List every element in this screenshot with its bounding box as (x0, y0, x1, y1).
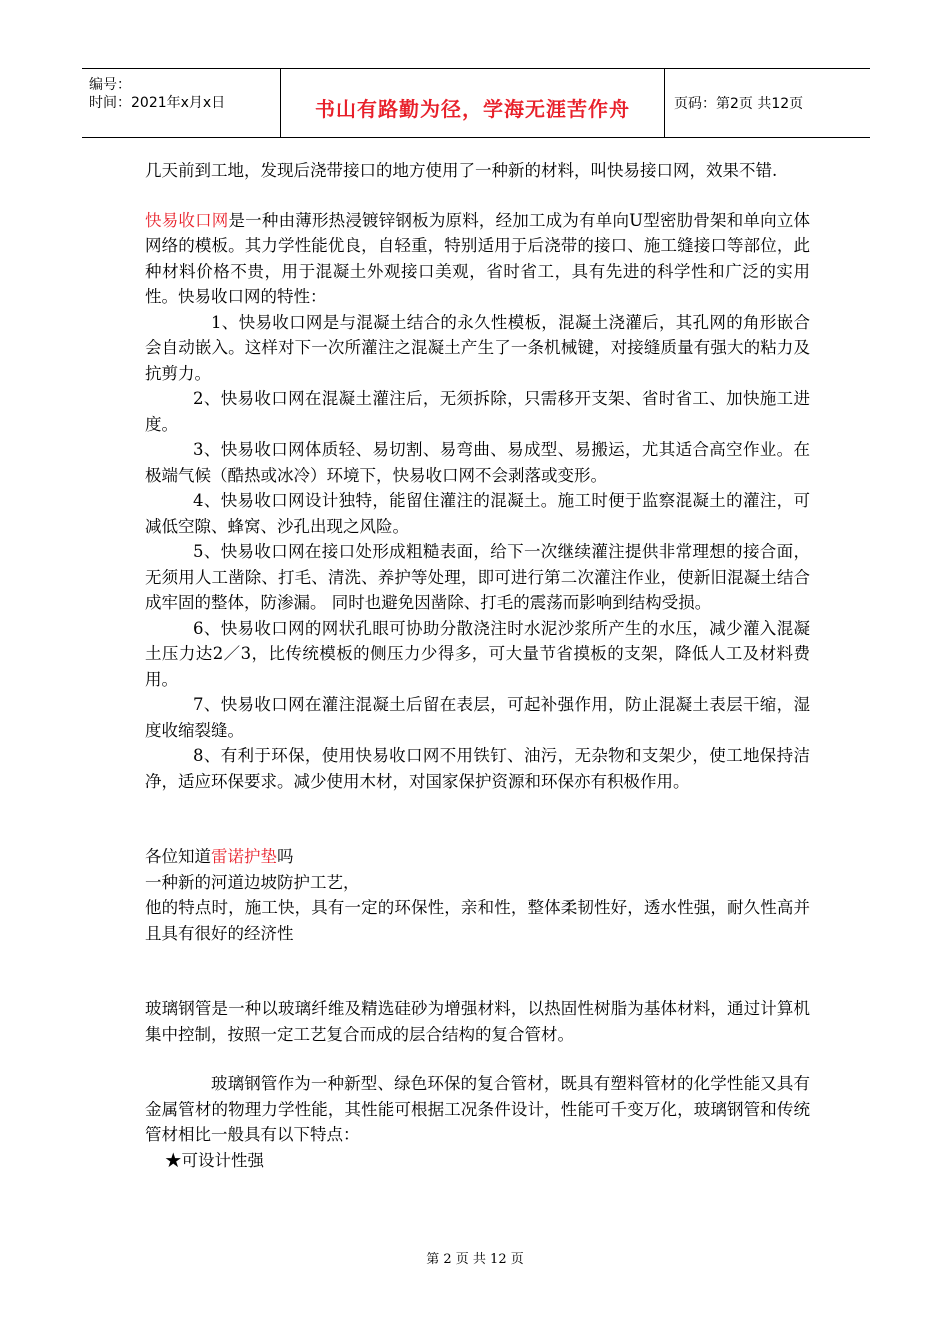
feature-item: 8、有利于环保，使用快易收口网不用铁钉、油污，无杂物和支架少，使工地保持洁净，适应环保要求。减少使用木材，对国家保护资源和环保亦有积极作用。 (145, 746, 810, 791)
feature-item: 5、快易收口网在接口处形成粗糙表面，给下一次继续灌注提供非常理想的接合面，无须用人工凿除、打毛、清洗、养护等处理，即可进行第二次灌注作业，使新旧混凝土结合成牢固的整体，防渗漏。 同时也避免因凿除、打毛的震荡而影响到结构受损。 (145, 542, 810, 612)
page-footer: 第 2 页 共 12 页 (426, 1252, 524, 1267)
feature-item: 1、快易收口网是与混凝土结合的永久性模板，混凝土浇灌后，其孔网的角形嵌合会自动嵌入。这样对下一次所灌注之混凝土产生了一条机械键，对接缝质量有强大的粘力及抗剪力。 (145, 312, 810, 383)
frp-pipe-feature-designable: ★可设计性强 (165, 1150, 264, 1170)
mesh-description-paragraph (145, 208, 810, 310)
document-body (145, 158, 810, 1173)
intro-paragraph: 几天前到工地，发现后浇带接口的地方使用了一种新的材料，叫快易接口网，效果不错. (145, 161, 778, 180)
feature-item: 4、快易收口网设计独特，能留住灌注的混凝土。施工时便于监察混凝土的灌注，可减低空隙、蜂窝、沙孔出现之风险。 (145, 491, 810, 536)
feature-item: 3、快易收口网体质轻、易切割、易弯曲、易成型、易搬运，尤其适合高空作业。在极端气候（酷热或冰冷）环境下，快易收口网不会剥落或变形。 (145, 440, 810, 485)
header-page-cell (665, 69, 870, 137)
mesh-product-name: 快易收口网 (145, 210, 229, 230)
frp-pipe-overview: 玻璃钢管作为一种新型、绿色环保的复合管材，既具有塑料管材的化学性能又具有金属管材的物理力学性能，其性能可根据工况条件设计，性能可千变万化，玻璃钢管和传统管材相比一般具有以下特点： (145, 1074, 810, 1144)
header-page-number: 页码：第2页 共12页 (674, 96, 804, 112)
reno-features: 他的特点时，施工快，具有一定的环保性，亲和性，整体柔韧性好，透水性强，耐久性高并且具有很好的经济性 (145, 898, 810, 943)
reno-mattress-name: 雷诺护垫 (211, 847, 277, 866)
feature-item: 7、快易收口网在灌注混凝土后留在表层，可起补强作用，防止混凝土表层干缩，湿度收缩裂缝。 (145, 695, 810, 740)
reno-mattress-question (145, 844, 810, 870)
reno-prefix: 各位知道 (145, 847, 211, 866)
document-date-label: 时间：2021年x月x日 (89, 95, 226, 111)
reno-line: 一种新的河道边坡防护工艺， (145, 872, 360, 892)
document-number-label: 编号： (89, 77, 131, 93)
page-header (82, 68, 870, 138)
frp-pipe-definition: 玻璃钢管是一种以玻璃纤维及精选硅砂为增强材料，以热固性树脂为基体材料，通过计算机集中控制，按照一定工艺复合而成的层合结构的复合管材。 (145, 999, 810, 1044)
feature-item: 2、快易收口网在混凝土灌注后，无须拆除，只需移开支架、省时省工、加快施工进度。 (145, 389, 810, 434)
feature-item: 6、快易收口网的网状孔眼可协助分散浇注时水泥沙浆所产生的水压，减少灌入混凝土压力达2／3，比传统模板的侧压力少得多，可大量节省摸板的支架，降低人工及材料费用。 (145, 618, 810, 689)
mesh-description-text: 是一种由薄形热浸镀锌钢板为原料，经加工成为有单向U型密肋骨架和单向立体网络的模板。其力学性能优良，自轻重，特别适用于后浇带的接口、施工缝接口等部位，此种材料价格不贵，用于混凝土外观接口美观，省时省工，具有先进的科学性和广泛的实用性。快易收口网的特性： (145, 210, 811, 306)
header-motto: 书山有路勤为径，学海无涯苦作舟 (315, 97, 630, 121)
reno-suffix: 吗 (277, 847, 294, 866)
header-meta-cell (82, 69, 281, 137)
header-motto-cell (281, 69, 665, 137)
